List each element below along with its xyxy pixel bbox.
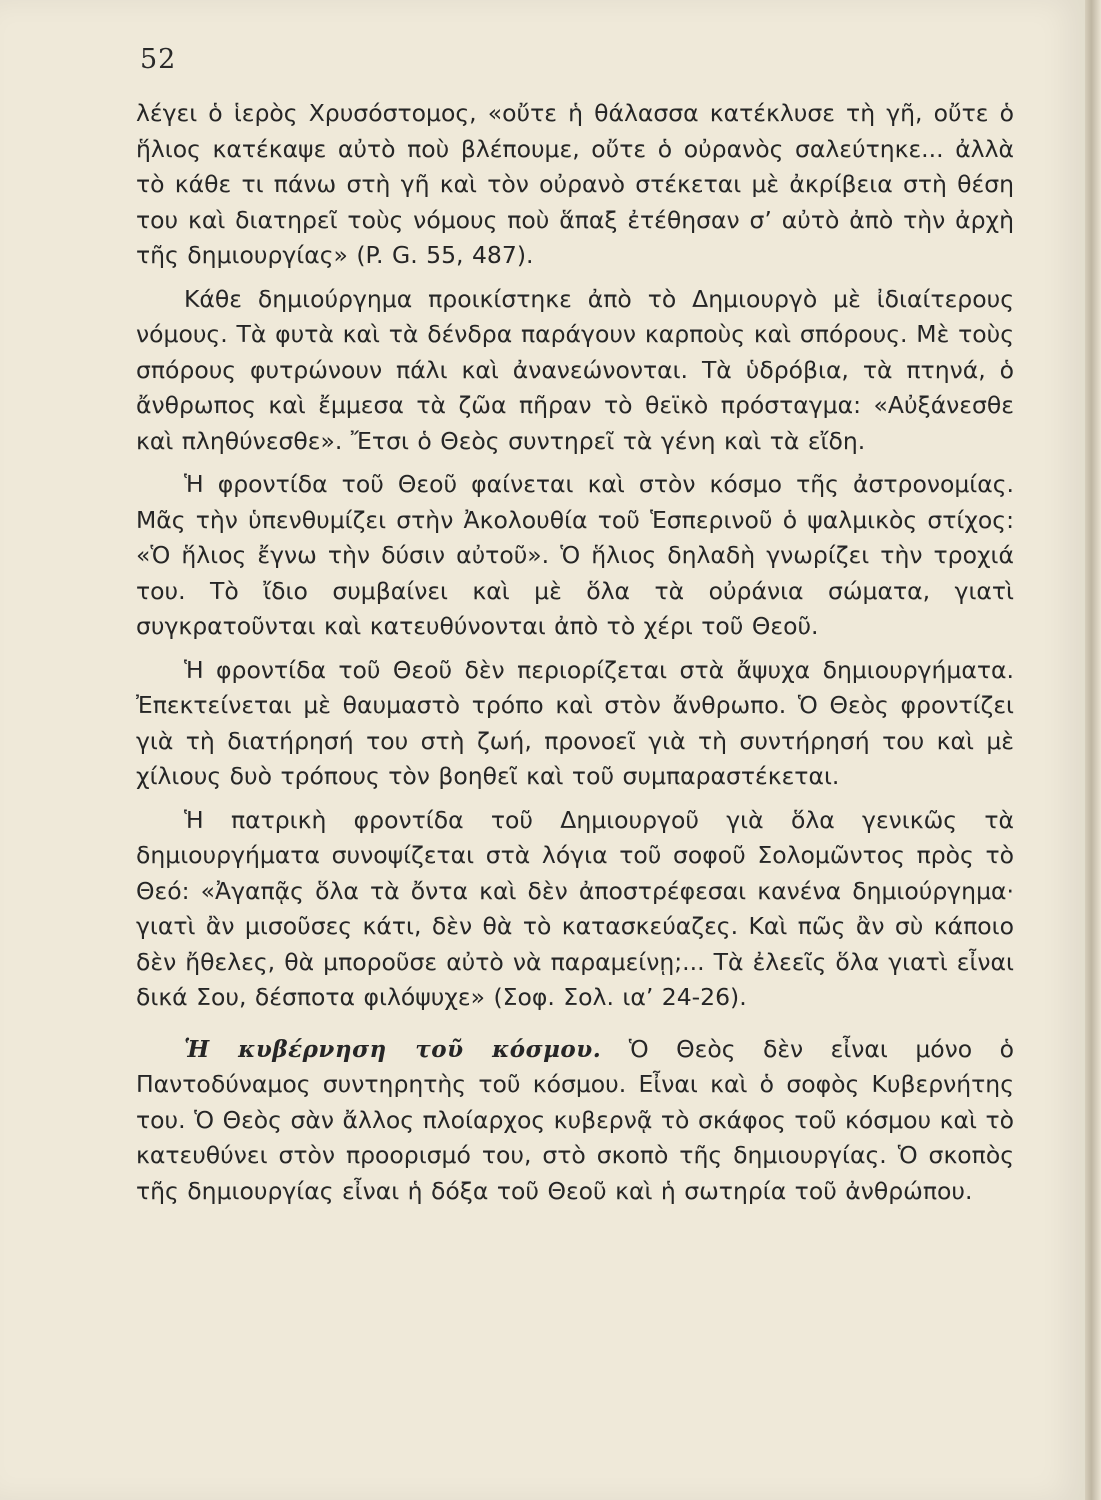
- page-number: 52: [140, 44, 177, 75]
- paragraph-care-of-man: Ἡ φροντίδα τοῦ Θεοῦ δὲν περιορίζεται στὰ ἄψυχα δημιουργήματα. Ἐπεκτείνεται μὲ θαυμαστὸ τρόπο καὶ στὸν ἄνθρωπο. Ὁ Θεὸς φροντίζει γιὰ τὴ διατήρησή του στὴ ζωή, προνοεῖ γιὰ τὴ συντήρησή του καὶ μὲ χίλιους δυὸ τρόπους τὸν βοηθεῖ καὶ τοῦ συμπαραστέκεται.: [136, 655, 1014, 790]
- paragraph-solomon-quote: Ἡ πατρικὴ φροντίδα τοῦ Δημιουργοῦ γιὰ ὅλα γενικῶς τὰ δημιουργήματα συνοψίζεται στὰ λόγια τοῦ σοφοῦ Σολομῶντος πρὸς τὸ Θεό: «Ἀγαπᾷς ὅλα τὰ ὄντα καὶ δὲν ἀποστρέφεσαι κανένα δημιούργημα· γιατὶ ἂν μισοῦσες κάτι, δὲν θὰ τὸ κατασκεύαζες. Καὶ πῶς ἂν σὺ κάποιο δὲν ἤθελες, θὰ μποροῦσε αὐτὸ νὰ παραμείνῃ;... Τὰ ἐλεεῖς ὅλα γιατὶ εἶναι δικά Σου, δέσποτα φιλόψυχε» (Σοφ. Σολ. ια’ 24-26).: [136, 805, 1014, 1011]
- paragraph-chrysostom-quote: λέγει ὁ ἱερὸς Χρυσόστομος, «οὔτε ἡ θάλασσα κατέκλυσε τὴ γῆ, οὔτε ὁ ἥλιος κατέκαψε αὐτὸ ποὺ βλέπουμε, οὔτε ὁ οὐρανὸς σαλεύτηκε... ἀλλὰ τὸ κάθε τι πάνω στὴ γῆ καὶ τὸν οὐρανὸ στέκεται μὲ ἀκρίβεια στὴ θέση του καὶ διατηρεῖ τοὺς νόμους ποὺ ἅπαξ ἐτέθησαν σ’ αὐτὸ ἀπὸ τὴν ἀρχὴ τῆς δημιουργίας» (P. G. 55, 487).: [136, 99, 1014, 269]
- section-world-governance: [136, 1032, 1014, 1210]
- page-text-block: [136, 96, 1014, 1217]
- paragraph-creation-laws: Κάθε δημιούργημα προικίστηκε ἀπὸ τὸ Δημιουργὸ μὲ ἰδιαίτερους νόμους. Τὰ φυτὰ καὶ τὰ δένδρα παράγουν καρποὺς καὶ σπόρους. Μὲ τοὺς σπόρους φυτρώνουν πάλι καὶ ἀνανεώνονται. Τὰ ὑδρόβια, τὰ πτηνά, ὁ ἄνθρωπος καὶ ἔμμεσα τὰ ζῶα πῆραν τὸ θεϊκὸ πρόσταγμα: «Αὐξάνεσθε καὶ πληθύνεσθε». Ἔτσι ὁ Θεὸς συντηρεῖ τὰ γένη καὶ τὰ εἴδη.: [136, 284, 1014, 455]
- section-body: Ὁ Θεὸς δὲν εἶναι μόνο ὁ Παντοδύναμος συντηρητὴς τοῦ κόσμου. Εἶναι καὶ ὁ σοφὸς Κυβερνήτης του. Ὁ Θεὸς σὰν ἄλλος πλοίαρχος κυβερνᾷ τὸ σκάφος τοῦ κόσμου καὶ τὸ κατευθύνει στὸν προορισμό του, στὸ σκοπὸ τῆς δημιουργίας. Ὁ σκοπὸς τῆς δημιουργίας εἶναι ἡ δόξα τοῦ Θεοῦ καὶ ἡ σωτηρία τοῦ ἀνθρώπου.: [136, 1034, 1014, 1205]
- paragraph-astronomy: Ἡ φροντίδα τοῦ Θεοῦ φαίνεται καὶ στὸν κόσμο τῆς ἀστρονομίας. Μᾶς τὴν ὑπενθυμίζει στὴν Ἀκολουθία τοῦ Ἑσπερινοῦ ὁ ψαλμικὸς στίχος: «Ὁ ἥλιος ἔγνω τὴν δύσιν αὐτοῦ». Ὁ ἥλιος δηλαδὴ γνωρίζει τὴν τροχιά του. Τὸ ἴδιο συμβαίνει καὶ μὲ ὅλα τὰ οὐράνια σώματα, γιατὶ συγκρατοῦνται καὶ κατευθύνονται ἀπὸ τὸ χέρι τοῦ Θεοῦ.: [136, 470, 1014, 640]
- page-edge: [1085, 0, 1101, 1500]
- section-heading: Ἡ κυβέρνηση τοῦ κόσμου.: [184, 1035, 602, 1063]
